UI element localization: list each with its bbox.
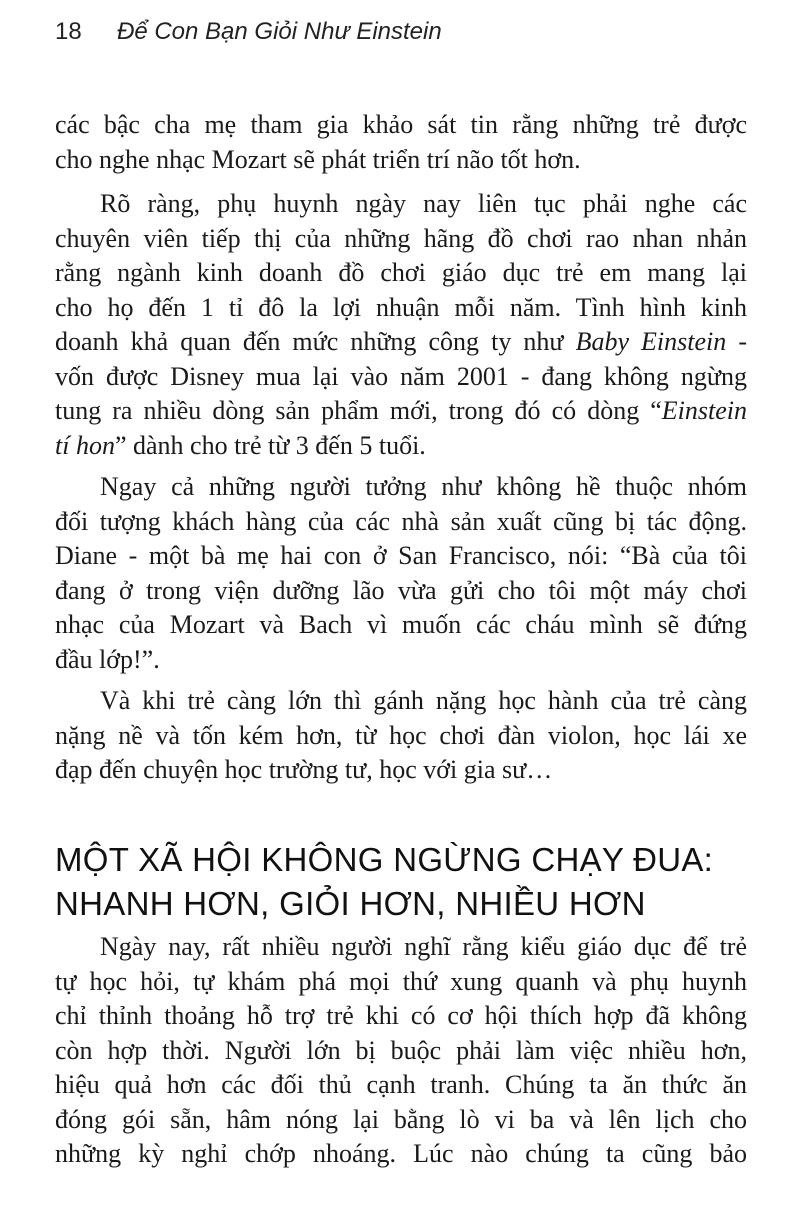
running-title: Để Con Bạn Giỏi Như Einstein — [117, 18, 442, 45]
italic-product-name: tí hon — [55, 430, 115, 460]
text-line: vốn được Disney mua lại vào năm 2001 - đang không ngừng — [55, 361, 747, 391]
text-line — [55, 394, 747, 429]
text-line: chỉ thỉnh thoảng hỗ trợ trẻ khi có cơ hội thích hợp đã không — [55, 1001, 747, 1030]
text-line: nhạc của Mozart và Bach vì muốn các cháu mình sẽ đứng — [55, 610, 747, 639]
text-line: những kỳ nghỉ chớp nhoáng. Lúc nào chúng ta cũng bảo — [55, 1139, 747, 1168]
text-line: hiệu quả hơn các đối thủ cạnh tranh. Chúng ta ăn thức ăn — [55, 1070, 747, 1099]
text-segment: - — [726, 327, 747, 356]
text-line: chuyên viên tiếp thị của những hãng đồ chơi rao nhan nhản — [55, 223, 747, 253]
text-line: Rõ ràng, phụ huynh ngày nay liên tục phải nghe các — [100, 189, 747, 218]
text-line: đạp đến chuyện học trường tư, học với gia sư… — [55, 755, 553, 784]
text-line: Và khi trẻ càng lớn thì gánh nặng học hành của trẻ càng — [100, 686, 747, 715]
text-line: các bậc cha mẹ tham gia khảo sát tin rằng những trẻ được — [55, 110, 747, 139]
text-line — [55, 429, 747, 464]
text-line: Ngay cả những người tưởng như không hề thuộc nhóm — [100, 472, 747, 501]
paragraph-5 — [55, 930, 747, 1172]
paragraph-1 — [55, 108, 747, 177]
text-line: đang ở trong viện dưỡng lão vừa gửi cho tôi một máy chơi — [55, 575, 747, 605]
text-line — [55, 325, 747, 360]
paragraph-2 — [55, 187, 747, 463]
text-line: tự học hỏi, tự khám phá mọi thứ xung quanh và phụ huynh — [55, 966, 747, 996]
text-segment: ” dành cho trẻ từ 3 đến 5 tuổi. — [114, 430, 426, 460]
section-heading-line: NHANH HƠN, GIỎI HƠN, NHIỀU HƠN — [55, 885, 646, 922]
text-line: đối tượng khách hàng của các nhà sản xuất cũng bị tác động. — [55, 506, 747, 536]
text-line: cho nghe nhạc Mozart sẽ phát triển trí não tốt hơn. — [55, 144, 581, 174]
text-line: Ngày nay, rất nhiều người nghĩ rằng kiểu giáo dục để trẻ — [100, 932, 747, 961]
text-line: Diane - một bà mẹ hai con ở San Francisco, nói: “Bà của tôi — [55, 541, 747, 570]
page-number: 18 — [55, 18, 82, 45]
italic-product-name: Einstein — [661, 396, 747, 425]
text-line: đóng gói sẵn, hâm nóng lại bằng lò vi ba và lên lịch cho — [55, 1104, 747, 1134]
text-line: còn hợp thời. Người lớn bị buộc phải làm việc nhiều hơn, — [55, 1035, 747, 1065]
section-heading-line: MỘT XÃ HỘI KHÔNG NGỪNG CHẠY ĐUA: — [55, 841, 714, 878]
paragraph-3 — [55, 470, 747, 677]
text-line: cho họ đến 1 tỉ đô la lợi nhuận mỗi năm. Tình hình kinh — [55, 292, 747, 322]
paragraph-4 — [55, 684, 747, 788]
text-line: rằng ngành kinh doanh đồ chơi giáo dục trẻ em mang lại — [55, 258, 747, 287]
section-heading — [55, 838, 755, 926]
italic-company-name: Baby Einstein — [575, 327, 727, 356]
text-line: nặng nề và tốn kém hơn, từ học chơi đàn violon, học lái xe — [55, 720, 747, 750]
text-segment: doanh khả quan đến mức những công ty như — [55, 327, 576, 356]
page-header — [55, 18, 760, 46]
text-segment: tung ra nhiều dòng sản phẩm mới, trong đó có dòng “ — [55, 396, 662, 425]
text-line: đầu lớp!”. — [55, 644, 160, 674]
